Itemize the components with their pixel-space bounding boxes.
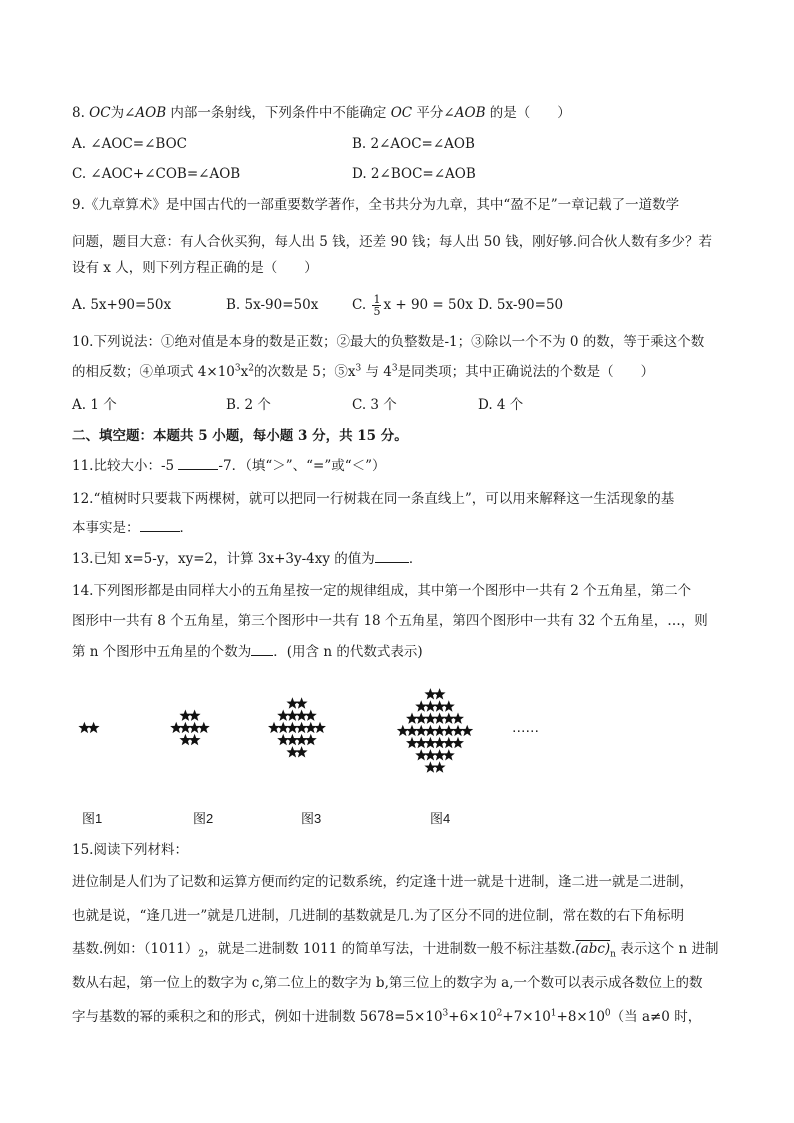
q10-text: x (240, 364, 249, 380)
q9-line-2: 问题，题目大意：有人合伙买狗，每人出 5 钱，还差 90 钱；每人出 50 钱，刚好够.问合伙人数有多少？若 (72, 234, 712, 250)
star-icon (78, 722, 90, 733)
star-icon (277, 734, 289, 745)
q12-text: 本事实是： (72, 520, 140, 536)
q10-exp: 3 (355, 363, 362, 374)
q9-line-3: 设有 x 人，则下列方程正确的是（ ） (72, 260, 318, 276)
star-icon (189, 710, 201, 721)
q12-line-2 (72, 519, 193, 537)
star-icon (424, 688, 436, 699)
star-icon (286, 710, 298, 721)
q15-text: 表示这个 n 进制 (615, 941, 719, 957)
q15-text: ，就是二进制数 1011 的简单写法，十进制数一般不标注基数. (204, 941, 576, 957)
q14-line-2: 图形中一共有 8 个五角星，第三个图形中一共有 18 个五角星，第四个图形中一共有 32 个五角星，…，则 (72, 613, 708, 629)
star-icon (415, 737, 427, 748)
q9-option-a: A. 5x+90=50x (72, 297, 172, 313)
section-heading: 二、填空题：本题共 5 小题，每小题 3 分，共 15 分。 (72, 428, 408, 444)
figure-caption-3: 图3 (301, 811, 322, 826)
star-icon (443, 700, 455, 711)
star-icon (443, 737, 455, 748)
star-icon (198, 722, 210, 733)
figure-caption-4: 图4 (430, 811, 451, 826)
star-icon (286, 734, 298, 745)
q8-text: 为∠ (110, 105, 136, 121)
q11 (72, 457, 386, 475)
q15-exp: 0 (604, 1008, 611, 1019)
q9-line-1: 9.《九章算术》是中国古代的一部重要数学著作，全书共分为九章，其中“盈不足”一章记载了一道数学 (72, 197, 680, 213)
star-icon (415, 700, 427, 711)
star-icon (179, 710, 191, 721)
star-icon (179, 722, 191, 733)
star-icon (434, 749, 446, 760)
q14-text: 第 n 个图形中五角星的个数为 (72, 644, 252, 660)
q12-blank[interactable] (140, 519, 180, 532)
q13-blank[interactable] (375, 550, 409, 563)
q9-option-c (352, 290, 473, 320)
figure-caption-1: 图1 (82, 811, 103, 826)
star-icon (406, 713, 418, 724)
star-icon (424, 713, 436, 724)
star-icon (434, 700, 446, 711)
q10-option-b: B. 2 个 (226, 397, 271, 413)
q11-text: 11.比较大小：-5 (72, 458, 179, 474)
q15-exp: 2 (496, 1008, 503, 1019)
q15-overline-number: (abc) (575, 941, 611, 957)
q14-text: ．(用含 n 的代数式表示) (273, 644, 423, 660)
q11-text: -7．（填“＞”、“=”或“＜”） (218, 458, 386, 474)
star-icon (434, 725, 446, 736)
star-icon (443, 725, 455, 736)
q10-exp: 3 (234, 363, 241, 374)
q14-line-1: 14.下列图形都是由同样大小的五角星按一定的规律组成，其中第一个图形中一共有 2 个五角星，第二个 (72, 583, 692, 599)
q9-option-d: D. 5x-90=50 (478, 297, 564, 313)
q9-option-b: B. 5x-90=50x (226, 297, 319, 313)
q10-text: 与 4 (361, 364, 392, 380)
star-icon (424, 737, 436, 748)
q10-line-1: 10.下列说法：①绝对值是本身的数是正数；②最大的负整数是-1；③除以一个不为 0 的数，等于乘这个数 (72, 334, 705, 350)
q10-text: 的相反数；④单项式 4×10 (72, 364, 235, 380)
q13-text: ． (408, 551, 423, 567)
star-icon (296, 746, 308, 757)
star-icon (461, 725, 473, 736)
star-icon (189, 734, 201, 745)
star-icon (406, 725, 418, 736)
q8-var: OC (89, 105, 111, 121)
q15-line-2: 也就是说，“逢几进一”就是几进制，几进制的基数就是几.为了区分不同的进位制，常在数的右下角标明 (72, 908, 685, 924)
star-icon (406, 737, 418, 748)
q15-sub: 2 (198, 949, 205, 960)
star-icon (305, 722, 317, 733)
q13-text: 13.已知 x=5-y，xy=2，计算 3x+3y-4xy 的值为 (72, 551, 375, 567)
star-icon (424, 761, 436, 772)
star-icon (170, 722, 182, 733)
star-icon (314, 722, 326, 733)
q8-text: 的是（ ） (485, 105, 571, 121)
q10-exp: 2 (248, 363, 254, 374)
q12-line-1: 12.“植树时只要栽下两棵树，就可以把同一行树栽在同一条直线上”，可以用来解释这一生活现象的基 (72, 491, 675, 507)
q10-exp: 3 (391, 363, 398, 374)
q10-option-d: D. 4 个 (478, 397, 524, 413)
q15-text: +8×10 (556, 1009, 605, 1025)
q15-title: 15.阅读下列材料： (72, 842, 188, 858)
q8-var: OC (390, 105, 413, 121)
q8-text: 内部一条射线，下列条件中不能确定 (166, 105, 391, 121)
star-icon (434, 761, 446, 772)
q15-exp: 3 (442, 1008, 449, 1019)
star-icon (286, 697, 298, 708)
q8-stem (72, 104, 571, 122)
q8-var: AOB (135, 105, 167, 121)
q15-line-3 (72, 940, 719, 958)
q15-text: 基数.例如：（1011） (72, 941, 199, 957)
q10-text: 的次数是 5；⑤x (253, 364, 356, 380)
q10-line-2 (72, 363, 654, 381)
q9-option-c-label: C. (352, 297, 371, 313)
q9-option-c-rest: x + 90 = 50x (383, 297, 473, 313)
star-icon (443, 713, 455, 724)
star-icon (268, 722, 280, 733)
q8-var: AOB (454, 105, 486, 121)
q14-line-3 (72, 643, 423, 661)
q15-line-1: 进位制是人们为了记数和运算方便而约定的记数系统，约定逢十进一就是十进制，逢二进一就是二进制， (72, 874, 693, 890)
q14-ellipsis: …… (512, 720, 539, 736)
star-icon (452, 737, 464, 748)
star-icon (424, 700, 436, 711)
star-icon (277, 710, 289, 721)
q8-text: 8. (72, 105, 90, 121)
q15-text: +6×10 (448, 1009, 497, 1025)
figure-caption-2: 图2 (193, 811, 214, 826)
q8-text: 平分∠ (412, 105, 455, 121)
q11-blank[interactable] (178, 457, 218, 470)
star-icon (434, 688, 446, 699)
q10-option-a: A. 1 个 (72, 397, 117, 413)
q10-text: 是同类项；其中正确说法的个数是（ ） (397, 364, 655, 380)
star-icon (296, 697, 308, 708)
star-icon (415, 749, 427, 760)
q9-fraction (372, 294, 381, 317)
star-icon (179, 734, 191, 745)
q9-fraction-num: 1 (373, 293, 381, 306)
star-icon (305, 734, 317, 745)
q8-option-a: A. ∠AOC=∠BOC (72, 136, 187, 152)
star-icon (296, 710, 308, 721)
star-icon (415, 713, 427, 724)
star-icon (189, 722, 201, 733)
q15-text: 字与基数的幂的乘积之和的形式，例如十进制数 5678=5×10 (72, 1009, 443, 1025)
star-icon (277, 722, 289, 733)
star-icon (434, 713, 446, 724)
q8-option-b: B. 2∠AOC=∠AOB (352, 136, 475, 152)
star-icon (88, 722, 100, 733)
q8-option-d: D. 2∠BOC=∠AOB (352, 166, 476, 182)
star-icon (452, 725, 464, 736)
q8-option-c: C. ∠AOC+∠COB=∠AOB (72, 166, 241, 182)
star-figure-4 (0, 0, 1, 1)
q15-sub: n (610, 949, 616, 960)
star-icon (305, 710, 317, 721)
star-icon (424, 749, 436, 760)
q15-text: （当 a≠0 时， (610, 1009, 702, 1025)
star-icon (397, 725, 409, 736)
star-icon (415, 725, 427, 736)
q15-line-5 (72, 1008, 701, 1026)
star-icon (296, 734, 308, 745)
q9-fraction-den: 5 (373, 305, 381, 318)
q15-exp: 1 (550, 1008, 557, 1019)
star-icon (286, 746, 298, 757)
q10-option-c: C. 3 个 (352, 397, 397, 413)
star-icon (424, 725, 436, 736)
star-icon (434, 737, 446, 748)
star-icon (296, 722, 308, 733)
q12-text: ． (179, 520, 193, 536)
star-icon (443, 749, 455, 760)
star-icon (286, 722, 298, 733)
star-icon (452, 713, 464, 724)
q15-line-4: 数从右起，第一位上的数字为 c,第二位上的数字为 b,第三位上的数字为 a,一个数可以表示成各数位上的数 (72, 975, 703, 991)
q14-blank[interactable] (251, 643, 273, 656)
q15-text: +7×10 (502, 1009, 551, 1025)
q13 (72, 550, 422, 568)
